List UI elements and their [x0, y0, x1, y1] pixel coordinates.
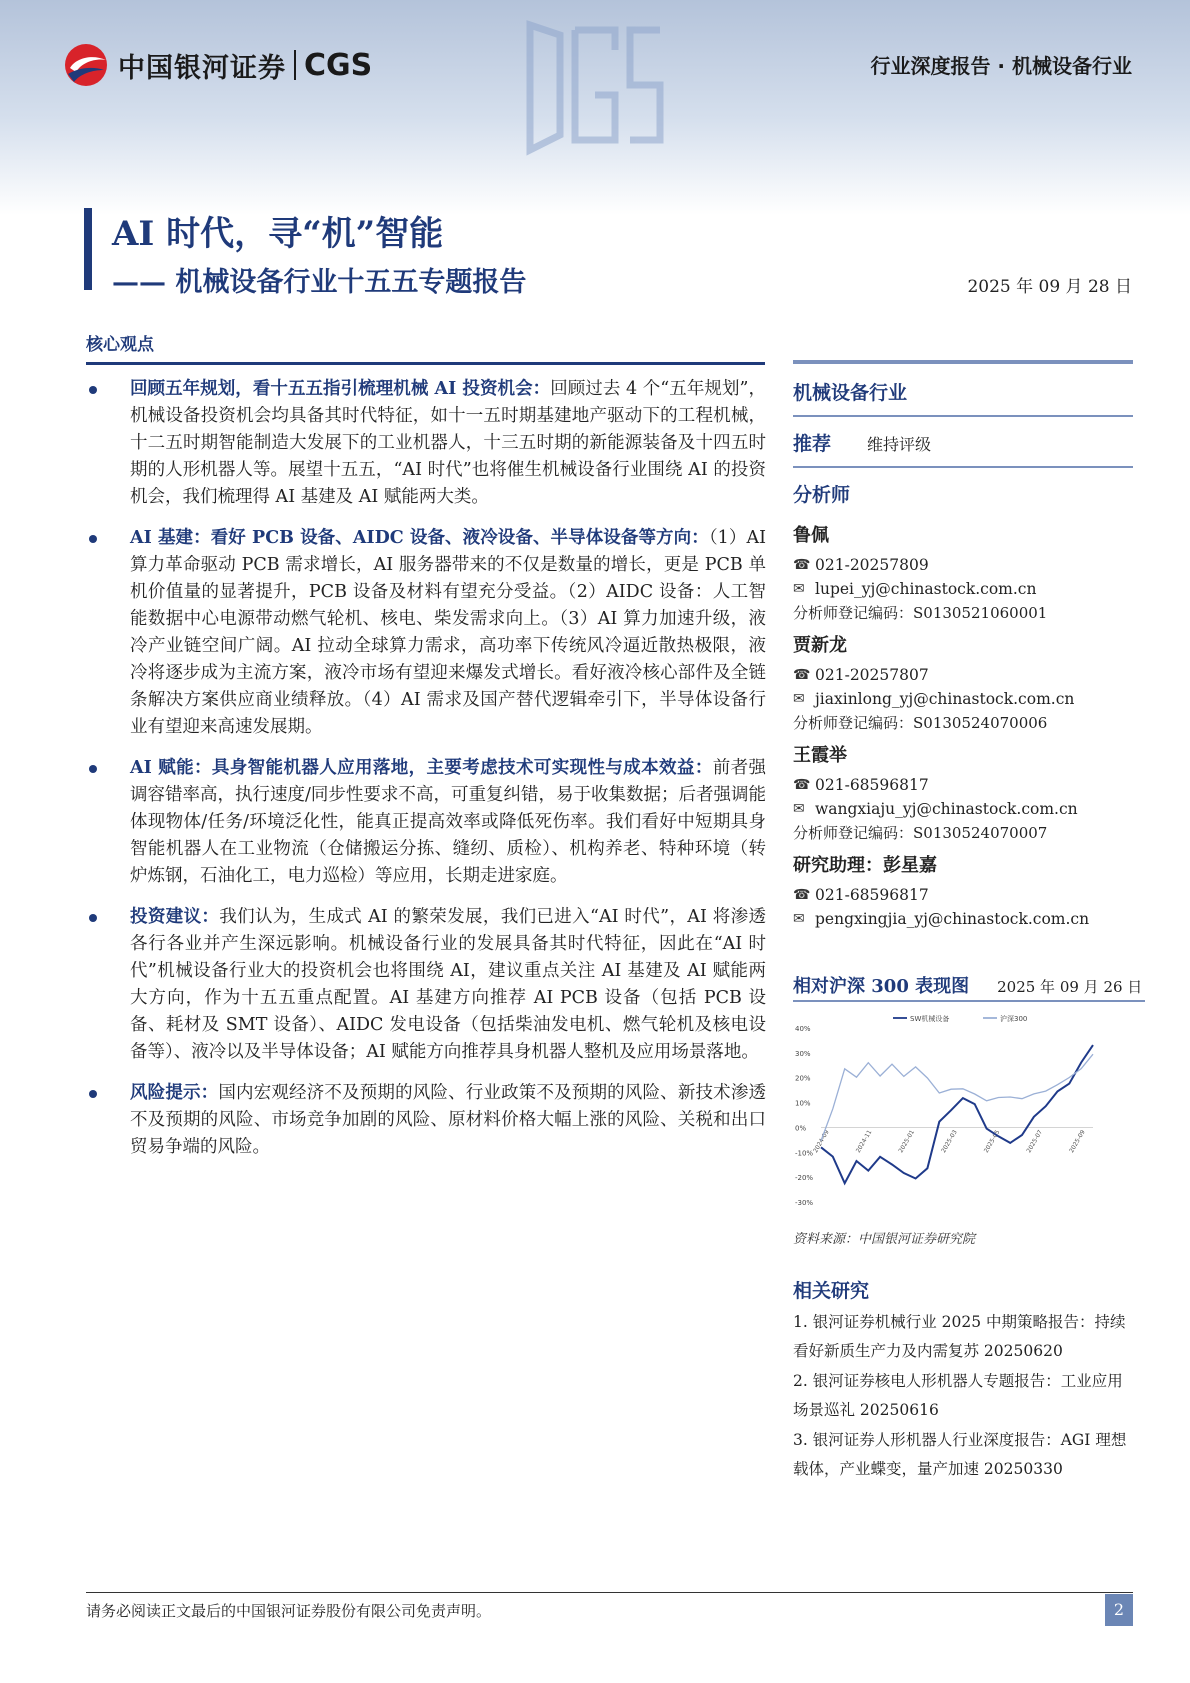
core-bullet	[86, 376, 766, 511]
phone-icon: ☎	[793, 887, 811, 903]
report-date: 2025 年 09 月 28 日	[967, 277, 1132, 297]
page-number: 2	[1105, 1594, 1133, 1626]
related-item[interactable]: 1. 银河证券机械行业 2025 中期策略报告：持续看好新质生产力及内需复苏 20250620	[793, 1313, 1126, 1360]
y-tick-label: 40%	[795, 1025, 811, 1033]
title-accent-bar	[84, 208, 92, 290]
legend-label: 沪深300	[1000, 1015, 1028, 1023]
legend-label: SW机械设备	[910, 1015, 950, 1023]
chart-header	[793, 972, 1145, 998]
related-heading: 相关研究	[793, 1280, 870, 1302]
x-tick-label: 2025-03	[940, 1128, 959, 1155]
related-item[interactable]: 2. 银河证券核电人形机器人专题报告：工业应用场景巡礼 20250616	[793, 1372, 1123, 1419]
core-bullet	[86, 525, 766, 741]
bullet-heading: 风险提示：	[130, 1083, 219, 1103]
y-tick-label: -20%	[795, 1174, 814, 1183]
x-tick-label: 2025-01	[897, 1128, 917, 1155]
bullet-body: 我们认为，生成式 AI 的繁荣发展，我们已进入“AI 时代”，AI 将渗透各行各业并产生深远影响。机械设备行业的发展具备其时代特征，因此在“AI 时代”机械设备行业大的投资机会也将围绕 AI，建议重点关注 AI 基建及 AI 赋能两大方向，作为十五五重点配置。AI 基建方向推荐 AI PCB 设备（包括 PCB 设备、耗材及 SMT 设备）、AIDC 发电设备（包括柴油发电机、燃气轮机及核电设备等）、液冷以及半导体设备；AI 赋能方向推荐具身机器人整机及应用场景落地。	[130, 907, 766, 1062]
x-tick-label: 2024-11	[854, 1128, 874, 1155]
y-tick-label: 0%	[795, 1124, 807, 1133]
analyst-card	[793, 631, 1133, 735]
bullet-icon	[89, 914, 97, 922]
brand-name-en: CGS	[304, 47, 373, 83]
bullet-icon	[89, 765, 97, 773]
brand-logo-icon	[62, 42, 110, 88]
bullet-heading: 回顾五年规划，看十五五指引梳理机械 AI 投资机会：	[130, 379, 551, 399]
core-bullet	[86, 1080, 766, 1161]
x-tick-label: 2025-07	[1025, 1128, 1045, 1155]
bullet-icon	[89, 386, 97, 394]
y-tick-label: 10%	[795, 1099, 811, 1108]
x-tick-label: 2025-05	[982, 1128, 1002, 1155]
brand-logo	[62, 42, 372, 88]
footer-rule	[86, 1592, 1133, 1593]
footer-disclaimer: 请务必阅读正文最后的中国银河证券股份有限公司免责声明。	[86, 1602, 492, 1620]
rating-row	[793, 417, 1133, 466]
analyst-email[interactable]: jiaxinlong_yj@chinastock.com.cn	[815, 690, 1075, 708]
assistant-card	[793, 851, 1133, 931]
bullet-heading: 投资建议：	[130, 907, 220, 927]
chart-rule	[793, 1000, 1145, 1002]
core-views-list	[86, 376, 766, 1175]
y-tick-label: 20%	[795, 1074, 811, 1083]
chart-source: 资料来源：中国银河证券研究院	[793, 1232, 976, 1247]
analyst-email[interactable]: wangxiaju_yj@chinastock.com.cn	[815, 800, 1078, 818]
related-list	[793, 1308, 1133, 1485]
bullet-body: 回顾过去 4 个“五年规划”，机械设备投资机会均具备其时代特征，如十一五时期基建地产驱动下的工程机械，十二五时期智能制造大发展下的工业机器人，十三五时期的新能源装备及十四五时期的人形机器人等。展望十五五，“AI 时代”也将催生机械设备行业围绕 AI 的投资机会，我们梳理得 AI 基建及 AI 赋能两大类。	[130, 379, 767, 507]
analyst-phone: 021-20257807	[815, 666, 929, 684]
phone-icon: ☎	[793, 667, 811, 683]
bullet-icon	[89, 1090, 97, 1098]
report-type: 行业深度报告 · 机械设备行业	[870, 54, 1132, 78]
mail-icon: ✉	[793, 691, 805, 707]
assistant-phone: 021-68596817	[815, 886, 929, 904]
bullet-body: （1）AI 算力革命驱动 PCB 需求增长，AI 服务器带来的不仅是数量的增长，更是 PCB 单机价值量的显著提升，PCB 设备及材料有望充分受益。（2）AIDC 设备：人工智能数据中心电源带动燃气轮机、核电、柴发需求向上。（3）AI 算力加速升级，液冷产业链空间广阔。AI 拉动全球算力需求，高功率下传统风冷逼近散热极限，液冷将逐步成为主流方案，液冷市场有望迎来爆发式增长。看好液冷核心部件及全链条解决方案供应商业绩释放。（4）AI 需求及国产替代逻辑牵引下，半导体设备行业有望迎来高速发展期。	[130, 528, 766, 737]
analyst-registration: 分析师登记编码：S0130521060001	[793, 604, 1048, 622]
bullet-body: 国内宏观经济不及预期的风险、行业政策不及预期的风险、新技术渗透不及预期的风险、市场竞争加剧的风险、原材料价格大幅上涨的风险、关税和出口贸易争端的风险。	[130, 1083, 766, 1157]
core-views-rule	[86, 362, 765, 365]
core-bullet	[86, 755, 766, 890]
assistant-email[interactable]: pengxingjia_yj@chinastock.com.cn	[815, 910, 1090, 928]
analyst-registration: 分析师登记编码：S0130524070007	[793, 824, 1048, 842]
sidebar	[793, 360, 1133, 931]
bullet-heading: AI 基建：看好 PCB 设备、AIDC 设备、液冷设备、半导体设备等方向：	[130, 528, 709, 548]
brand-name-cn: 中国银河证券	[118, 52, 286, 84]
phone-icon: ☎	[793, 557, 811, 573]
rating-value: 维持评级	[867, 435, 932, 454]
analyst-phone: 021-68596817	[815, 776, 929, 794]
core-bullet	[86, 904, 766, 1066]
analyst-name: 王霞举	[793, 745, 847, 766]
assistant-name: 研究助理：彭星嘉	[793, 855, 937, 876]
analyst-name: 鲁佩	[793, 525, 829, 546]
sidebar-industry: 机械设备行业	[793, 382, 908, 404]
bullet-icon	[89, 535, 97, 543]
phone-icon: ☎	[793, 777, 811, 793]
analyst-phone: 021-20257809	[815, 556, 929, 574]
y-tick-label: -10%	[795, 1149, 814, 1158]
chart-date: 2025 年 09 月 26 日	[997, 978, 1143, 996]
cgs-watermark-icon	[520, 10, 670, 160]
report-title: AI 时代，寻“机”智能	[112, 214, 444, 254]
x-tick-label: 2025-09	[1068, 1128, 1087, 1155]
bullet-heading: AI 赋能：具身智能机器人应用落地，主要考虑技术可实现性与成本效益：	[130, 758, 713, 778]
analyst-card	[793, 741, 1133, 845]
report-subtitle: —— 机械设备行业十五五专题报告	[112, 267, 527, 298]
rating-label: 推荐	[793, 433, 832, 455]
mail-icon: ✉	[793, 801, 805, 817]
analyst-heading: 分析师	[793, 484, 851, 506]
related-item[interactable]: 3. 银河证券人形机器人行业深度报告：AGI 理想载体，产业蝶变，量产加速 20250330	[793, 1431, 1127, 1478]
analyst-registration: 分析师登记编码：S0130524070006	[793, 714, 1048, 732]
chart-title: 相对沪深 300 表现图	[793, 976, 970, 997]
series-line-0	[821, 1045, 1093, 1183]
mail-icon: ✉	[793, 911, 805, 927]
y-tick-label: 30%	[795, 1049, 811, 1058]
mail-icon: ✉	[793, 581, 805, 597]
analyst-email[interactable]: lupei_yj@chinastock.com.cn	[815, 580, 1037, 598]
y-tick-label: -30%	[795, 1199, 814, 1207]
performance-chart	[793, 1010, 1103, 1215]
bullet-body: 前者强调容错率高，执行速度/同步性要求不高，可重复纠错，易于收集数据；后者强调能体现物体/任务/环境泛化性，能真正提高效率或降低死伤率。我们看好中短期具身智能机器人在工业物流（仓储搬运分拣、缝纫、质检）、机构养老、特种环境（转炉炼钢，石油化工，电力巡检）等应用，长期走进家庭。	[130, 758, 767, 886]
core-views-label: 核心观点	[86, 335, 154, 355]
x-tick-label: 2024-09	[812, 1128, 831, 1155]
analyst-card	[793, 521, 1133, 625]
analyst-name: 贾新龙	[793, 635, 847, 656]
brand-separator	[294, 50, 296, 80]
